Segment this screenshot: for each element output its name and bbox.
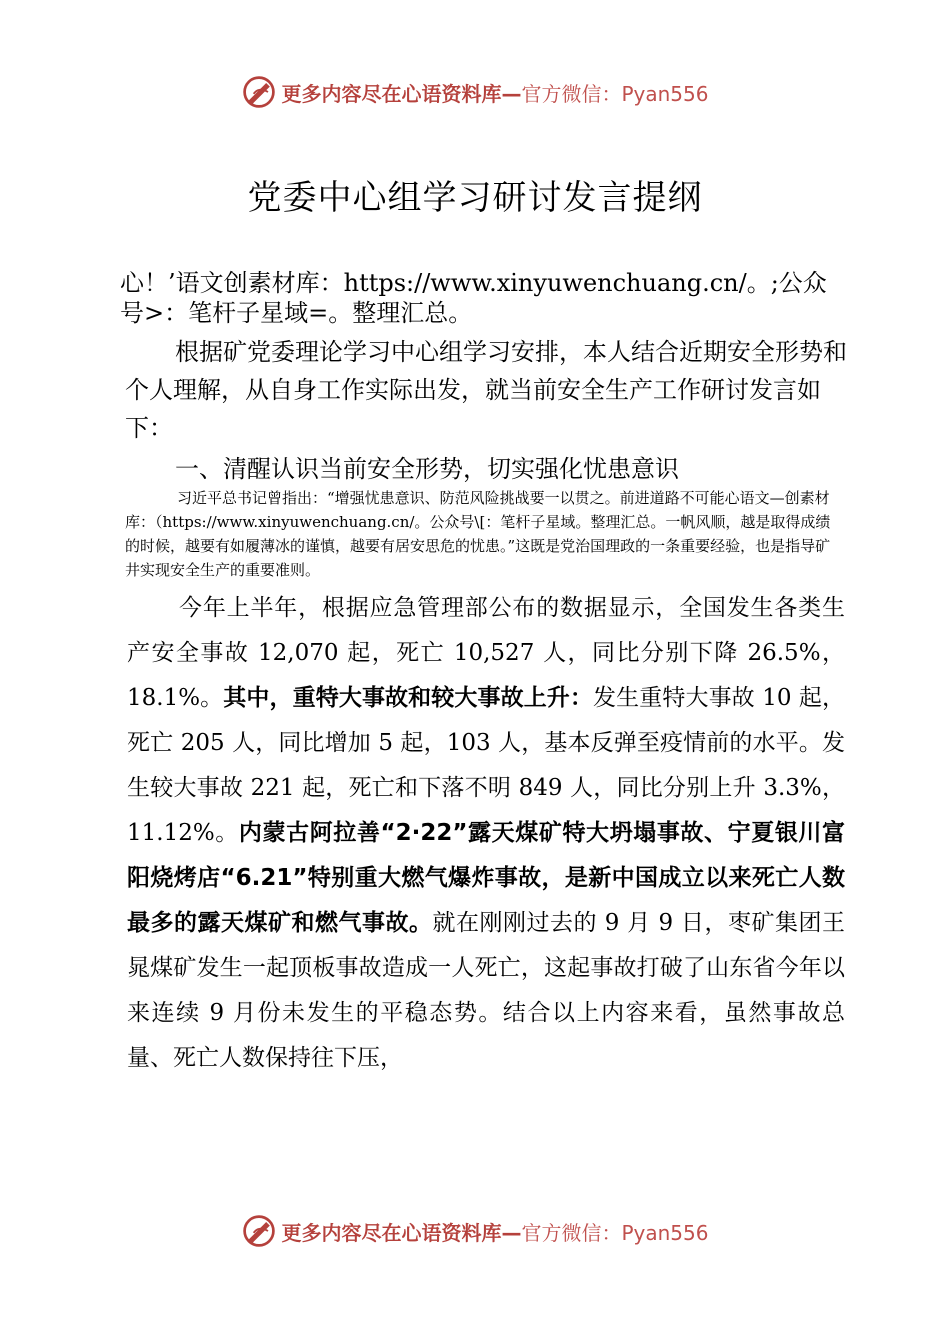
source-note: 心！’语文创素材库：https://www.xinyuwenchuang.cn/。;公众号>：笔杆子星域=。整理汇总。 <box>120 269 827 327</box>
banner-wechat-text: 官方微信：Pyan556 <box>521 81 709 106</box>
banner-library-text: 更多内容尽在心语资料库— <box>281 81 522 106</box>
body-part-3: 就在刚刚过去的 9 月 9 日，枣矿集团王晁煤矿发生一起顶板事故造成一人死亡，这起事故打破了山东省今年以来连续 9 月份未发生的平稳态势。结合以上内容来看，虽然事故总量、死亡人数保持往下压， <box>127 910 846 1071</box>
section-heading-1: 一、清醒认识当前安全形势，切实强化忧患意识 <box>175 455 679 483</box>
footer-wechat-text: 官方微信：Pyan556 <box>521 1220 709 1245</box>
body-paragraph <box>127 586 845 1081</box>
footer-banner-text <box>281 1217 708 1246</box>
body-part-2: 发生重特大事故 10 起，死亡 205 人，同比增加 5 起，103 人，基本反弹至疫情前的水平。发生较大事故 221 起，死亡和下落不明 849 人，同比分别上升 3.3%，11.12%。 <box>127 685 846 846</box>
page-title: 党委中心组学习研讨发言提纲 <box>247 178 703 218</box>
banner-text <box>281 78 708 107</box>
header-banner <box>0 70 950 114</box>
body-bold-1: 其中，重特大事故和较大事故上升： <box>223 685 594 711</box>
intro-paragraph: 根据矿党委理论学习中心组学习安排，本人结合近期安全形势和个人理解，从自身工作实际出发，就当前安全生产工作研讨发言如下： <box>125 338 847 442</box>
pen-logo-icon <box>241 74 277 110</box>
footer-library-text: 更多内容尽在心语资料库— <box>281 1220 522 1245</box>
pen-logo-icon <box>241 1213 277 1249</box>
body-bold-2: 内蒙古阿拉善“2·22”露天煤矿特大坍塌事故、宁夏银川富阳烧烤店“6.21”特别重大燃气爆炸事故，是新中国成立以来死亡人数最多的露天煤矿和燃气事故。 <box>127 820 846 936</box>
quote-paragraph: 习近平总书记曾指出：“增强忧患意识、防范风险挑战要一以贯之。前进道路不可能心语文—创素材库：（https://www.xinyuwenchuang.cn/。公众号\[：笔杆子星域。整理汇总。一帆风顺，越是取得成绩的时候，越要有如履薄冰的谨慎，越要有居安思危的忧患。”这既是党治国理政的一条重要经验，也是指导矿井实现安全生产的重要准则。 <box>125 489 831 579</box>
footer-banner <box>0 1209 950 1253</box>
body-part-1: 今年上半年，根据应急管理部公布的数据显示，全国发生各类生产安全事故 12,070 起，死亡 10,527 人，同比分别下降 26.5%，18.1%。 <box>127 595 845 711</box>
